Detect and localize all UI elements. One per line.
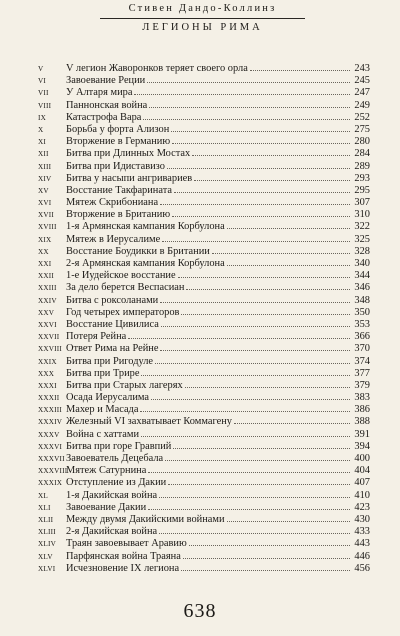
dot-leader — [194, 172, 350, 181]
chapter-title: 1-е Иудейское восстание — [66, 270, 176, 282]
chapter-title: Война с хаттами — [66, 428, 140, 440]
chapter-number: XII — [38, 150, 49, 159]
chapter-title: Восстание Цивилиса — [66, 318, 159, 330]
toc-entry — [38, 525, 370, 537]
chapter-number: XXXI — [38, 381, 57, 390]
chapter-title: Завоевание Дакии — [66, 501, 147, 513]
dot-leader — [212, 245, 350, 254]
chapter-page: 348 — [354, 294, 370, 306]
dot-leader — [161, 318, 350, 327]
chapter-page: 325 — [354, 233, 370, 245]
chapter-title: Битва при Старых лагерях — [66, 379, 183, 391]
dot-leader — [151, 391, 350, 400]
chapter-page: 245 — [354, 75, 370, 87]
dot-leader — [167, 160, 350, 169]
chapter-page: 307 — [354, 197, 370, 209]
dot-leader — [174, 184, 350, 193]
chapter-page: 328 — [354, 245, 370, 257]
chapter-number: XXIII — [38, 284, 57, 293]
chapter-number: XI — [38, 138, 46, 147]
dot-leader — [189, 537, 350, 546]
chapter-title: Исчезновение IX легиона — [66, 562, 180, 574]
chapter-title: Мятеж в Иерусалиме — [66, 233, 161, 245]
chapter-title: 1-я Армянская кампания Корбулона — [66, 221, 225, 233]
running-header — [100, 2, 305, 34]
chapter-number: XVI — [38, 199, 52, 208]
chapter-page: 423 — [354, 501, 370, 513]
toc-entry — [38, 391, 370, 403]
dot-leader — [181, 306, 350, 315]
dot-leader — [171, 123, 350, 132]
chapter-number: XXIV — [38, 296, 57, 305]
chapter-title: Паннонская война — [66, 99, 148, 111]
chapter-number: XLIV — [38, 540, 56, 549]
chapter-title: Битва при Длинных Мостах — [66, 148, 191, 160]
dot-leader — [160, 294, 350, 303]
dot-leader — [141, 428, 350, 437]
toc-entry — [38, 476, 370, 488]
toc-entry — [38, 501, 370, 513]
chapter-number: VII — [38, 89, 49, 98]
chapter-title: Махер и Масада — [66, 404, 139, 416]
toc-entry — [38, 464, 370, 476]
toc-entry — [38, 403, 370, 415]
chapter-title: Битва при Идиставизо — [66, 160, 165, 172]
dot-leader — [250, 62, 350, 71]
toc-entry — [38, 99, 370, 111]
chapter-title: 2-я Дакийская война — [66, 526, 158, 538]
dot-leader — [192, 147, 350, 156]
toc-entry — [38, 160, 370, 172]
toc-entry — [38, 184, 370, 196]
chapter-number: XIII — [38, 162, 52, 171]
toc-entry — [38, 281, 370, 293]
chapter-title: Битва при Трире — [66, 367, 140, 379]
chapter-number: X — [38, 125, 44, 134]
dot-leader — [159, 489, 350, 498]
chapter-number: XXVI — [38, 320, 57, 329]
chapter-page: 391 — [354, 428, 370, 440]
header-book-title: ЛЕГИОНЫ РИМА — [142, 22, 263, 33]
chapter-number: XXVIII — [38, 345, 62, 354]
chapter-page: 295 — [354, 184, 370, 196]
toc-entry — [38, 172, 370, 184]
chapter-page: 443 — [354, 538, 370, 550]
chapter-number: VI — [38, 77, 46, 86]
chapter-number: XVII — [38, 211, 54, 220]
chapter-number: XXXIV — [38, 418, 63, 427]
chapter-number: XXXIX — [38, 479, 63, 488]
chapter-title: Битва при горе Гравпий — [66, 440, 172, 452]
toc-entry — [38, 489, 370, 501]
chapter-number: XXXV — [38, 430, 60, 439]
chapter-number: XXIX — [38, 357, 57, 366]
dot-leader — [227, 220, 350, 229]
chapter-title: Отступление из Дакии — [66, 477, 167, 489]
chapter-number: XXXVIII — [38, 467, 68, 476]
chapter-number: XL — [38, 491, 48, 500]
dot-leader — [148, 464, 350, 473]
chapter-page: 353 — [354, 318, 370, 330]
toc-entry — [38, 245, 370, 257]
chapter-number: XXII — [38, 272, 54, 281]
chapter-page: 379 — [354, 379, 370, 391]
chapter-page: 430 — [354, 513, 370, 525]
dot-leader — [160, 342, 350, 351]
chapter-page: 252 — [354, 111, 370, 123]
chapter-page: 247 — [354, 87, 370, 99]
toc-entry — [38, 257, 370, 269]
dot-leader — [147, 74, 350, 83]
chapter-number: XXX — [38, 369, 55, 378]
chapter-title: Железный VI захватывает Коммагену — [66, 416, 232, 428]
chapter-number: VIII — [38, 101, 52, 110]
dot-leader — [134, 86, 350, 95]
header-author: Стивен Дандо-Коллинз — [128, 3, 277, 14]
chapter-page: 404 — [354, 465, 370, 477]
toc-entry — [38, 208, 370, 220]
chapter-title: Катастрофа Вара — [66, 111, 142, 123]
chapter-number: XXVII — [38, 333, 60, 342]
chapter-page: 433 — [354, 526, 370, 538]
chapter-page: 243 — [354, 63, 370, 74]
chapter-title: V легион Жаворонков теряет своего орла — [66, 63, 248, 74]
dot-leader — [227, 257, 350, 266]
chapter-number: XXV — [38, 308, 55, 317]
header-rule — [100, 18, 305, 19]
toc-entry — [38, 342, 370, 354]
chapter-page: 388 — [354, 416, 370, 428]
toc-entry — [38, 294, 370, 306]
dot-leader — [172, 208, 350, 217]
chapter-title: 1-я Дакийская война — [66, 489, 158, 501]
dot-leader — [181, 562, 350, 571]
toc-entry — [38, 111, 370, 123]
dot-leader — [186, 281, 350, 290]
table-of-contents — [38, 62, 370, 574]
chapter-page: 280 — [354, 136, 370, 148]
chapter-page: 350 — [354, 306, 370, 318]
dot-leader — [178, 269, 350, 278]
toc-entry — [38, 220, 370, 232]
chapter-page: 386 — [354, 404, 370, 416]
toc-entry — [38, 123, 370, 135]
chapter-number: XIV — [38, 174, 52, 183]
chapter-number: XLII — [38, 515, 54, 524]
toc-entry — [38, 147, 370, 159]
toc-entry — [38, 452, 370, 464]
chapter-title: Восстание Боудикки в Британии — [66, 245, 210, 257]
toc-entry — [38, 269, 370, 281]
toc-entry — [38, 196, 370, 208]
dot-leader — [234, 415, 350, 424]
chapter-page: 446 — [354, 550, 370, 562]
chapter-page: 456 — [354, 562, 370, 574]
chapter-title: Восстание Такфарината — [66, 184, 172, 196]
toc-entry — [38, 355, 370, 367]
chapter-page: 310 — [354, 209, 370, 221]
chapter-title: Завоеватель Децебала — [66, 453, 164, 464]
toc-entry — [38, 233, 370, 245]
toc-entry — [38, 135, 370, 147]
chapter-number: XIX — [38, 235, 52, 244]
chapter-page: 346 — [354, 282, 370, 294]
chapter-number: V — [38, 65, 44, 73]
chapter-number: XXI — [38, 260, 52, 268]
toc-entry — [38, 415, 370, 427]
chapter-page: 394 — [354, 440, 370, 452]
dot-leader — [162, 233, 350, 242]
dot-leader — [159, 525, 350, 534]
chapter-number: XXXII — [38, 394, 60, 403]
chapter-page: 383 — [354, 392, 370, 404]
toc-entry — [38, 440, 370, 452]
chapter-page: 344 — [354, 270, 370, 282]
dot-leader — [172, 135, 350, 144]
toc-entry — [38, 513, 370, 525]
chapter-number: XLI — [38, 503, 51, 512]
chapter-title: Ответ Рима на Рейне — [66, 343, 159, 355]
toc-entry — [38, 428, 370, 440]
chapter-title: Вторжение в Британию — [66, 209, 171, 221]
chapter-title: Мятеж Сатурнина — [66, 465, 147, 477]
chapter-title: Битва у насыпи ангривариев — [66, 172, 193, 184]
chapter-number: XLV — [38, 552, 53, 561]
chapter-title: Мятеж Скрибониана — [66, 197, 159, 209]
chapter-title: За дело берется Веспасиан — [66, 282, 185, 294]
chapter-page: 275 — [354, 123, 370, 135]
dot-leader — [185, 379, 350, 388]
chapter-title: Парфянская война Траяна — [66, 550, 181, 562]
chapter-title: Завоевание Реции — [66, 75, 146, 87]
dot-leader — [140, 403, 350, 412]
chapter-number: IX — [38, 113, 46, 122]
chapter-title: Между двумя Дакийскими войнами — [66, 513, 225, 525]
toc-entry — [38, 306, 370, 318]
dot-leader — [165, 452, 350, 461]
chapter-page: 340 — [354, 258, 370, 269]
chapter-number: XLVI — [38, 564, 56, 573]
chapter-number: XXXVI — [38, 442, 63, 451]
dot-leader — [155, 355, 350, 364]
chapter-title: Битва с роксоланами — [66, 294, 159, 306]
chapter-number: XV — [38, 186, 49, 195]
dot-leader — [173, 440, 350, 449]
chapter-title: Битва при Ригодуле — [66, 355, 154, 367]
toc-entry — [38, 550, 370, 562]
chapter-title: Борьба у форта Ализон — [66, 123, 170, 135]
chapter-page: 284 — [354, 148, 370, 160]
chapter-page: 293 — [354, 172, 370, 184]
chapter-number: XVIII — [38, 223, 57, 232]
chapter-page: 370 — [354, 343, 370, 355]
toc-entry — [38, 379, 370, 391]
chapter-page: 289 — [354, 160, 370, 172]
chapter-page: 377 — [354, 367, 370, 379]
dot-leader — [149, 99, 350, 108]
chapter-page: 249 — [354, 99, 370, 111]
chapter-title: Вторжение в Германию — [66, 136, 171, 148]
chapter-page: 400 — [354, 453, 370, 464]
dot-leader — [128, 330, 350, 339]
dot-leader — [160, 196, 350, 205]
toc-entry — [38, 318, 370, 330]
toc-entry — [38, 62, 370, 74]
toc-entry — [38, 74, 370, 86]
toc-entry — [38, 330, 370, 342]
chapter-title: 2-я Армянская кампания Корбулона — [66, 258, 225, 269]
chapter-number: XX — [38, 247, 49, 256]
toc-entry — [38, 537, 370, 549]
chapter-page: 322 — [354, 221, 370, 233]
chapter-title: Потеря Рейна — [66, 331, 127, 343]
chapter-title: Осада Иерусалима — [66, 392, 150, 404]
toc-entry — [38, 562, 370, 574]
dot-leader — [148, 501, 350, 510]
dot-leader — [143, 111, 350, 120]
toc-entry — [38, 367, 370, 379]
chapter-page: 407 — [354, 477, 370, 489]
dot-leader — [141, 367, 350, 376]
chapter-page: 410 — [354, 489, 370, 501]
chapter-number: XXXIII — [38, 406, 62, 415]
toc-entry — [38, 86, 370, 98]
chapter-number: XXXVII — [38, 455, 65, 463]
chapter-page: 374 — [354, 355, 370, 367]
chapter-title: У Алтаря мира — [66, 87, 133, 99]
dot-leader — [168, 476, 350, 485]
chapter-title: Траян завоевывает Аравию — [66, 538, 187, 550]
chapter-title: Год четырех императоров — [66, 306, 180, 318]
dot-leader — [227, 513, 350, 522]
chapter-number: XLIII — [38, 528, 56, 537]
dot-leader — [183, 550, 350, 559]
chapter-page: 366 — [354, 331, 370, 343]
page-number: 638 — [183, 600, 217, 622]
